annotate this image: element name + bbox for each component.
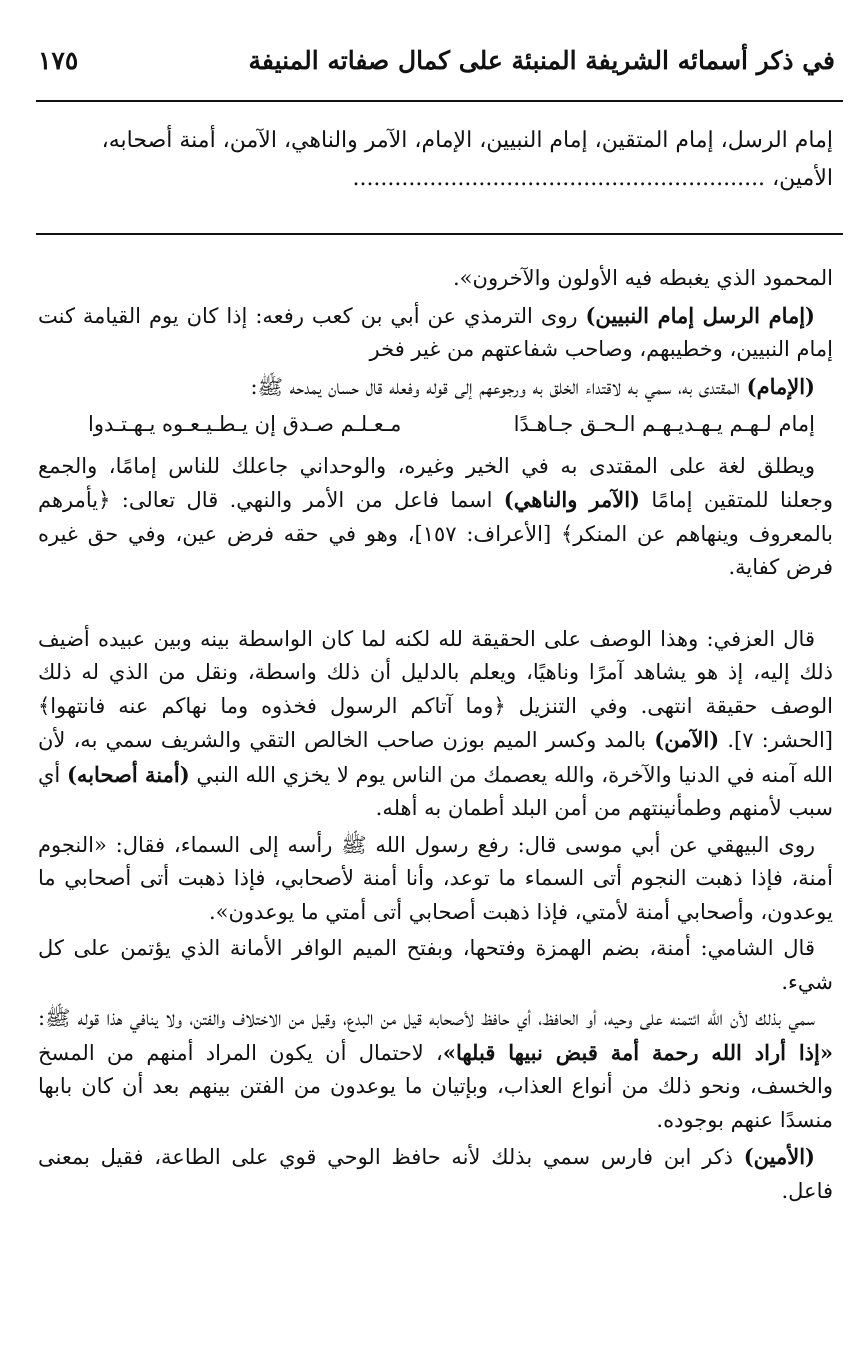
heading-term: (الأمين): [743, 1144, 815, 1169]
poem-verse: [38, 408, 833, 442]
paragraph: المحمود الذي يغبطه فيه الأولون والآخرون».: [453, 266, 833, 290]
summary-rule: [36, 233, 843, 235]
hadith-quote: «إذا أراد الله رحمة أمة قبض نبيها قبلها»: [442, 1039, 833, 1065]
heading-term: (إمام الرسل إمام النبيين): [585, 302, 815, 328]
paragraph: ويطلق لغة على المقتدى به في الخير وغيره، والوحداني جاعلك للناس إمامًا، والجمع وجعلنا للمتقين إمامًا (الآمر والناهي) اسما فاعل من الأمر والنهي. قال تعالى: ﴿يأمرهم بالمعروف وينهاهم عن المنكر﴾ [الأعراف: ١٥٧]، وهو في حقه فرض عين، وفي حق غيره فرض كفاية.: [38, 453, 833, 579]
paragraph: (إمام الرسل إمام النبيين) روى الترمذي عن أبي بن كعب رفعه: إذا كان يوم القيامة كنت إمام النبيين، وخطيبهم، وصاحب شفاعتهم من غير فخر: [38, 302, 833, 361]
poem-first-hemistich: إمام لـهـم يـهـديـهـم الـحـق جـاهـدًا: [513, 412, 815, 436]
names-summary: [38, 122, 833, 198]
paragraph: (الأمين) ذكر ابن فارس سمي بذلك لأنه حافظ الوحي قوي على الطاعة، فقيل بمعنى فاعل.: [38, 1144, 833, 1203]
paragraph: (الإمام) المقتدى به، سمي به لاقتداء الخلق به ورجوعهم إلى قوله وفعله قال حسان يمدحه ﷺ:: [250, 373, 815, 399]
heading-term: (أمنة أصحابه): [67, 761, 190, 787]
running-title: في ذكر أسمائه الشريفة المنبئة على كمال صفاته المنيفة: [248, 46, 835, 75]
page-number: ١٧٥: [38, 46, 79, 75]
header-rule: [36, 100, 843, 102]
page-header: [30, 40, 843, 90]
paragraph: قال العزفي: وهذا الوصف على الحقيقة لله لكنه لما كان الواسطة بينه وبين عبيده أضيف ذلك إليه، إذ هو يشاهد آمرًا وناهيًا، ويعلم بالدليل أن ذلك واسطة، ونقل من الذي له ذلك الوصف حقيقة انتهى. وفي التنزيل ﴿وما آتاكم الرسول فخذوه وما نهاكم عنه فانتهوا﴾ [الحشر: ٧]. (الآمن) بالمد وكسر الميم بوزن صاحب الخالص التقي والشريف سمي به، لأن الله آمنه في الدنيا والآخرة، والله يعصمك من الناس يوم لا يخزي الله النبي (أمنة أصحابه) أي سبب لأمنهم وطمأنينتهم من أمن البلد أطمان به أهله.: [38, 626, 833, 820]
summary-last-name: الأمين،: [772, 166, 833, 191]
paragraph: سمي بذلك لأن الله ائتمنه على وحيه، أو الحافظ، أي حافظ لأصحابه قيل من البدع، وقيل من الاختلاف والفتن، ولا ينافي هذا قوله ﷺ: «إذا أراد الله رحمة أمة قبض نبيها قبلها»، لاحتمال أن يكون المراد أمنهم من المسخ والخسف، ونحو ذلك من أنواع العذاب، وبإتيان ما يوعدون من الفتن بينهم بعد أن كان بابها منسدًا عنهم بوجوده.: [38, 1006, 833, 1132]
summary-dot-leader: ...........................................................: [352, 166, 766, 191]
heading-term: (الآمر والناهي): [503, 487, 640, 512]
heading-term: (الإمام): [746, 373, 815, 399]
summary-line-1: إمام الرسل، إمام المتقين، إمام النبيين، الإمام، الآمر والناهي، الآمن، أمنة أصحابه،: [101, 128, 833, 153]
book-page: [30, 0, 843, 1364]
summary-line-2: [38, 160, 833, 198]
poem-second-hemistich: مـعـلـم صـدق إن يـطـيـعـوه يـهـتـدوا: [88, 412, 402, 436]
paragraph: قال الشامي: أمنة، بضم الهمزة وفتحها، وبفتح الميم الوافر الأمانة الذي يؤتمن على كل شيء.: [38, 936, 833, 994]
body-text: [38, 262, 833, 1211]
paragraph: روى البيهقي عن أبي موسى قال: رفع رسول الله ﷺ رأسه إلى السماء، فقال: «النجوم أمنة، فإذا ذهبت النجوم أتى السماء ما توعد، وأنا أمنة لأصحابي، فإذا ذهبت أتى أصحابي ما يوعدون، وأصحابي أمنة لأمتي، فإذا ذهبت أصحابي أتى أمتي ما يوعدون».: [38, 832, 833, 924]
heading-term: (الآمن): [654, 727, 720, 752]
